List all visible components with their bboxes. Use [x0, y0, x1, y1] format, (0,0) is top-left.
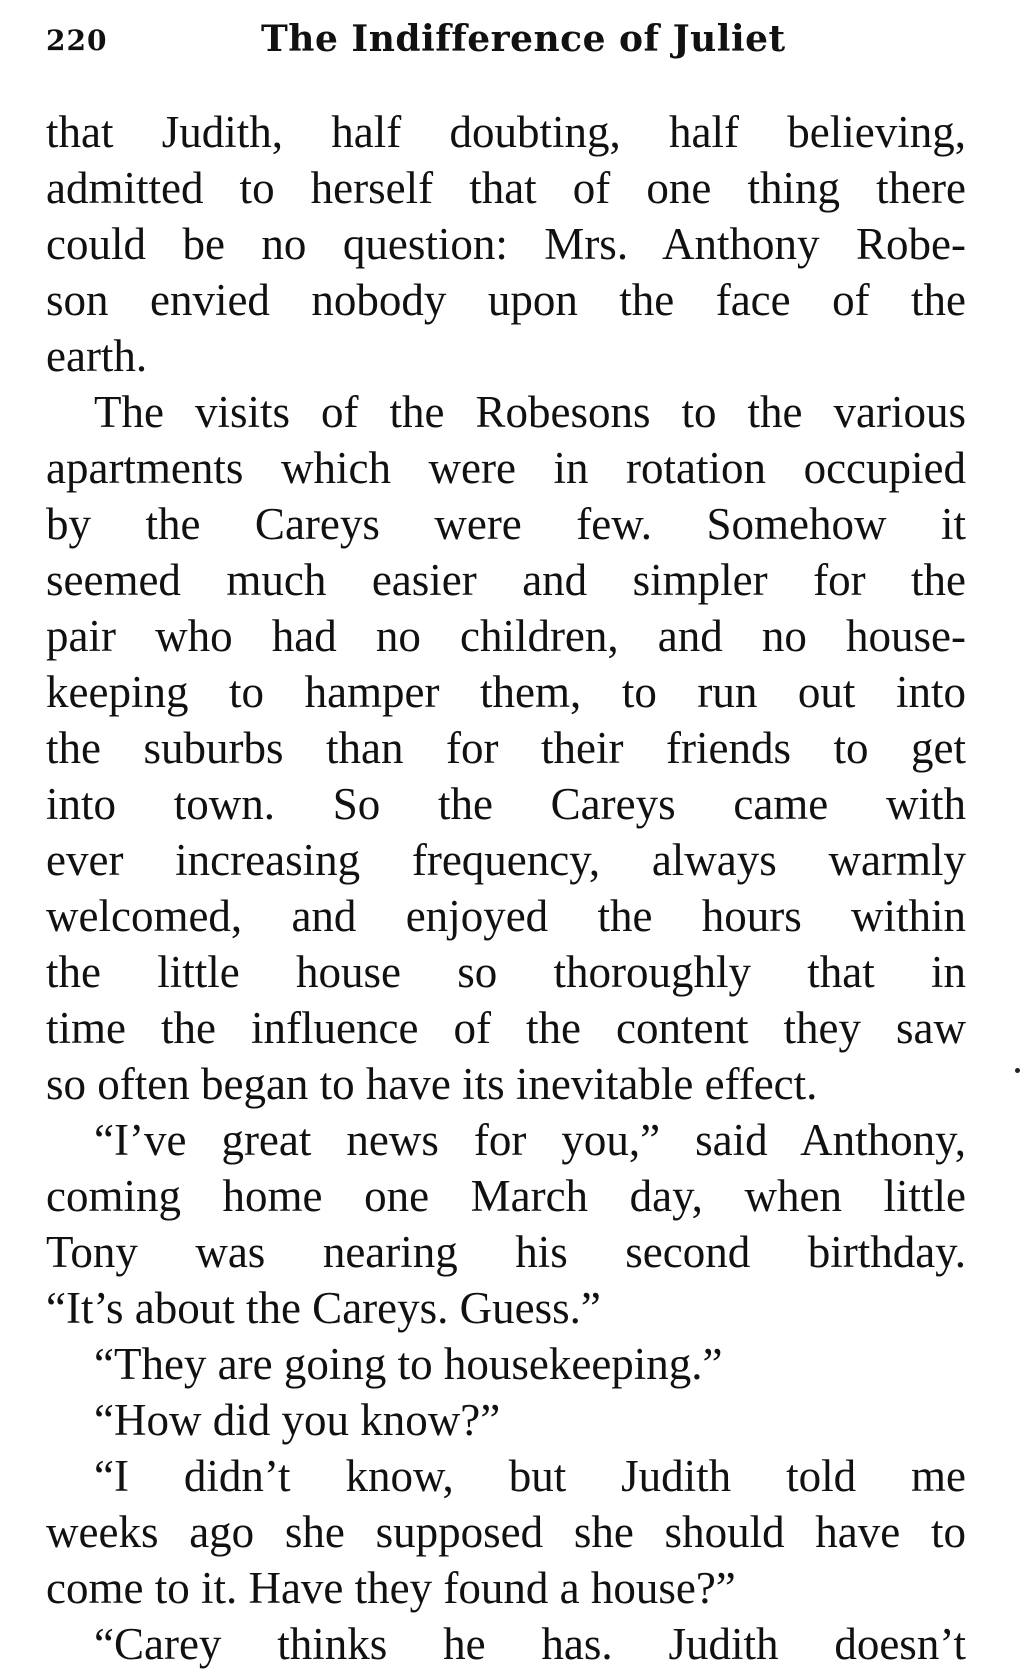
text-line: could be no question: Mrs. Anthony Robe-	[46, 219, 966, 269]
text-line: The visits of the Robesons to the various	[94, 387, 966, 437]
text-line: the suburbs than for their friends to get	[46, 723, 966, 773]
text-line: ever increasing frequency, always warmly	[46, 835, 966, 885]
text-line: “Carey thinks he has. Judith doesn’t	[94, 1619, 966, 1669]
text-line: the little house so thoroughly that in	[46, 947, 966, 997]
page-header	[46, 16, 786, 68]
text-line: seemed much easier and simpler for the	[46, 555, 966, 605]
text-line: son envied nobody upon the face of the	[46, 275, 966, 325]
text-line: welcomed, and enjoyed the hours within	[46, 891, 966, 941]
body-text	[46, 104, 966, 1672]
text-line: admitted to herself that of one thing there	[46, 163, 966, 213]
text-line: “I didn’t know, but Judith told me	[94, 1451, 966, 1501]
text-line: time the influence of the content they saw	[46, 1003, 966, 1053]
text-line: weeks ago she supposed she should have to	[46, 1507, 966, 1557]
text-line: earth.	[46, 331, 148, 381]
text-line: pair who had no children, and no house-	[46, 611, 966, 661]
ink-speck	[1015, 1068, 1020, 1073]
text-line: come to it. Have they found a house?”	[46, 1563, 736, 1613]
text-line: “I’ve great news for you,” said Anthony,	[94, 1115, 966, 1165]
text-line: by the Careys were few. Somehow it	[46, 499, 966, 549]
text-line: Tony was nearing his second birthday.	[46, 1227, 966, 1277]
text-line: that Judith, half doubting, half believing,	[46, 107, 966, 157]
text-line: “They are going to housekeeping.”	[94, 1339, 723, 1389]
page-number: 220	[46, 24, 108, 57]
text-line: coming home one March day, when little	[46, 1171, 966, 1221]
text-line: into town. So the Careys came with	[46, 779, 966, 829]
text-line: apartments which were in rotation occupied	[46, 443, 966, 493]
text-line: “It’s about the Careys. Guess.”	[46, 1283, 601, 1333]
text-line: so often began to have its inevitable effect.	[46, 1059, 818, 1109]
text-line: keeping to hamper them, to run out into	[46, 667, 966, 717]
text-line: “How did you know?”	[94, 1395, 501, 1445]
running-title: The Indifference of Juliet	[261, 18, 786, 60]
